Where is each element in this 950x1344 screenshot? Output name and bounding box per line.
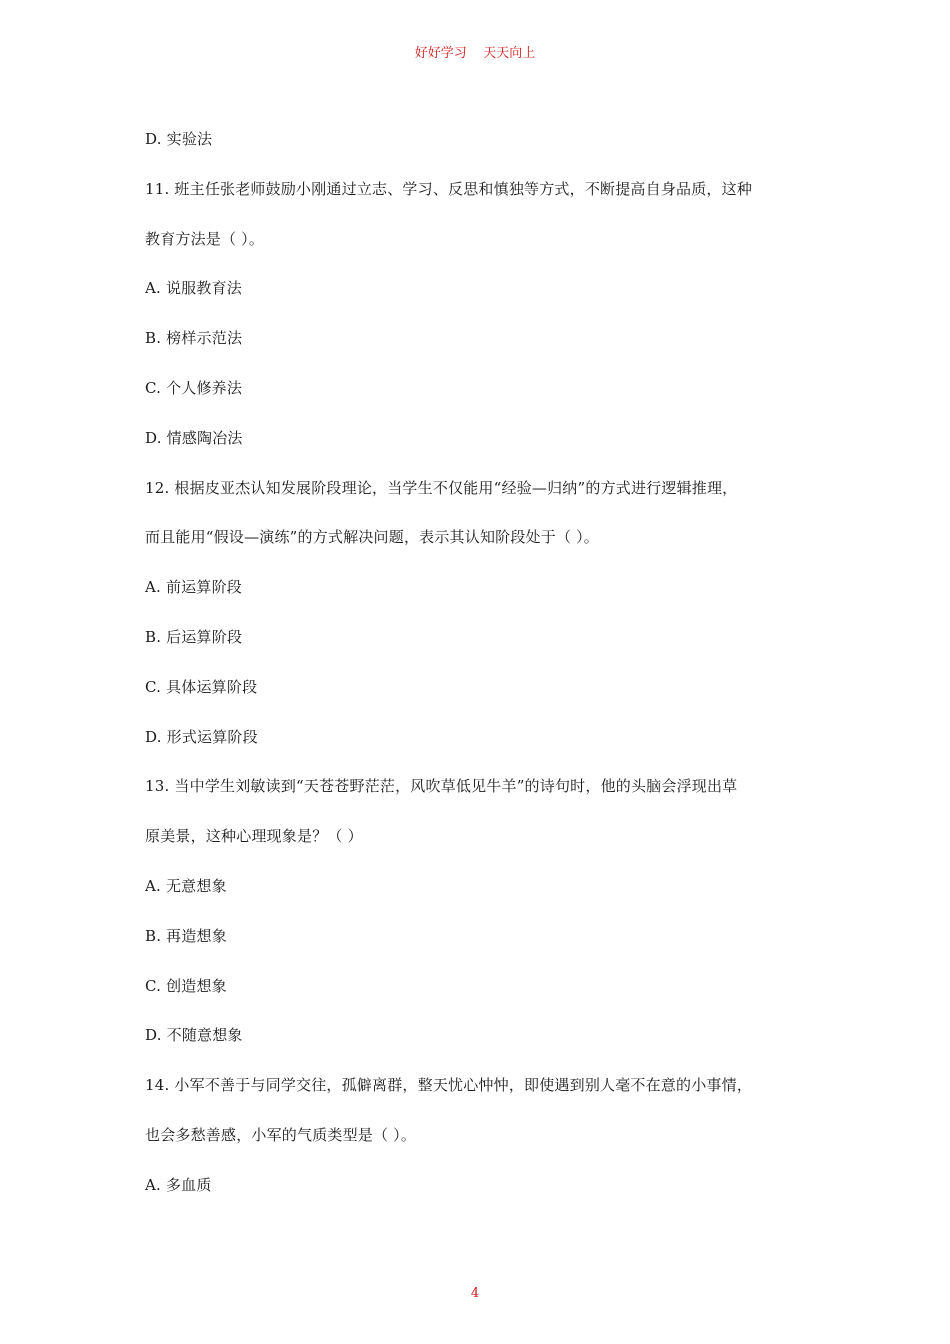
option-b-q11: B. 榜样示范法 — [145, 329, 243, 348]
option-d-q12: D. 形式运算阶段 — [145, 727, 258, 746]
option-c-q12: C. 具体运算阶段 — [145, 677, 258, 696]
option-d-q10: D. 实验法 — [145, 130, 213, 148]
question-14-line-2: 也会多愁善感，小军的气质类型是（ ）。 — [145, 1125, 417, 1144]
option-d-q11: D. 情感陶冶法 — [145, 428, 243, 447]
question-13-line-2: 原美景，这种心理现象是？（ ） — [145, 827, 363, 846]
option-a-q14: A. 多血质 — [145, 1175, 212, 1194]
question-11-line-1: 11. 班主任张老师鼓励小刚通过立志、学习、反思和慎独等方式，不断提高自身品质，这种 — [145, 179, 753, 198]
question-12-line-2: 而且能用“假设—演练”的方式解决问题，表示其认知阶段处于（ ）。 — [145, 528, 600, 547]
question-13-line-1: 13. 当中学生刘敏读到“天苍苍野茫茫，风吹草低见牛羊”的诗句时，他的头脑会浮现出草 — [145, 777, 738, 796]
option-b-q12: B. 后运算阶段 — [145, 627, 243, 646]
question-11-line-2: 教育方法是（ ）。 — [145, 229, 265, 248]
option-d-q13: D. 不随意想象 — [145, 1026, 243, 1045]
option-c-q13: C. 创造想象 — [145, 976, 227, 995]
question-14-line-1: 14. 小军不善于与同学交往，孤僻离群，整天忧心忡忡，即使遇到别人毫不在意的小事情， — [145, 1076, 753, 1095]
document-body — [145, 127, 815, 1223]
option-a-q11: A. 说服教育法 — [145, 279, 242, 298]
option-b-q13: B. 再造想象 — [145, 926, 227, 945]
question-12-line-1: 12. 根据皮亚杰认知发展阶段理论，当学生不仅能用“经验—归纳”的方式进行逻辑推理， — [145, 478, 738, 497]
page-header: 好好学习 天天向上 — [414, 46, 536, 61]
page-number: 4 — [470, 1286, 480, 1301]
option-a-q12: A. 前运算阶段 — [145, 578, 242, 597]
option-c-q11: C. 个人修养法 — [145, 378, 243, 397]
option-a-q13: A. 无意想象 — [145, 876, 227, 895]
